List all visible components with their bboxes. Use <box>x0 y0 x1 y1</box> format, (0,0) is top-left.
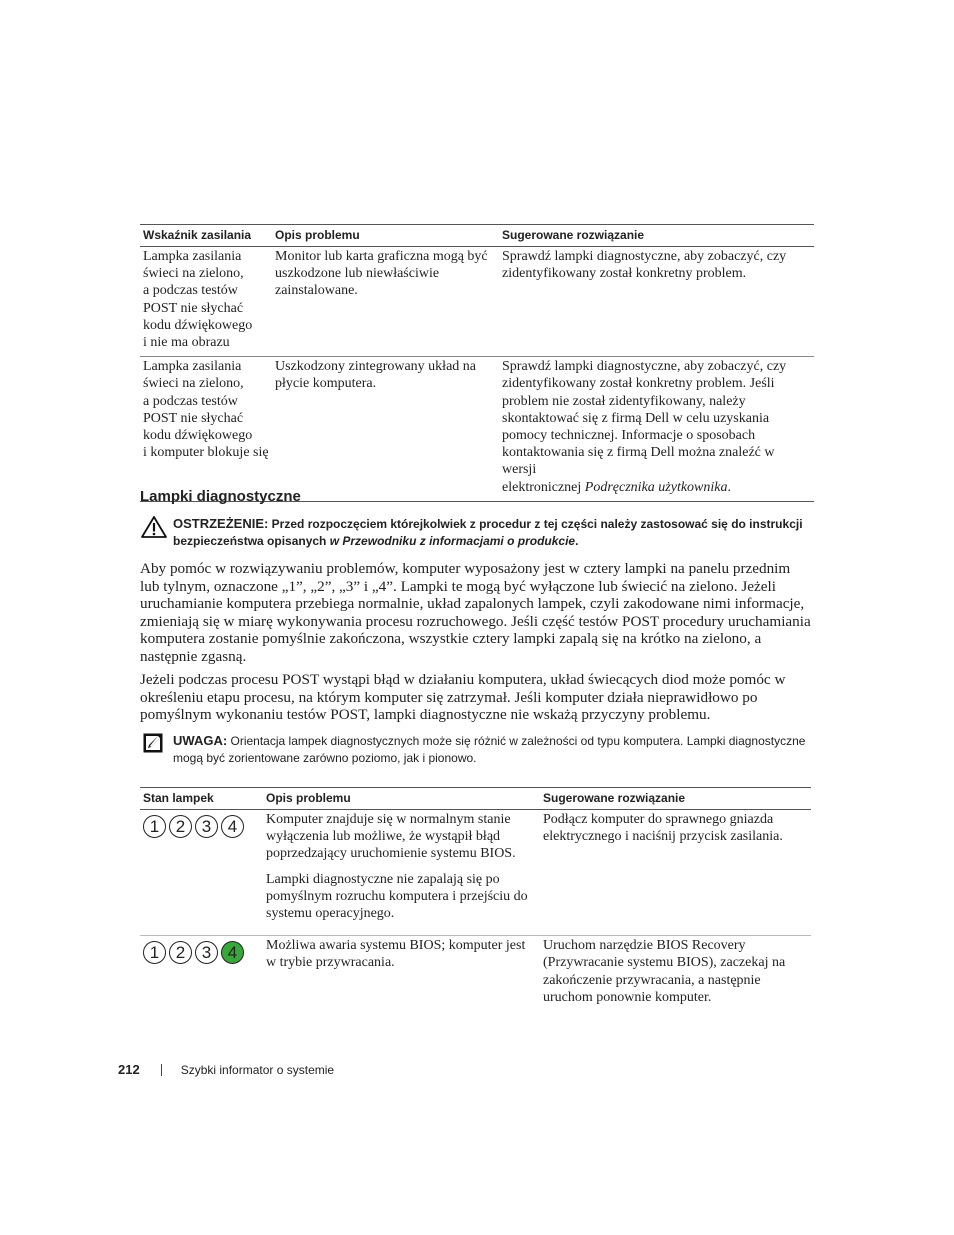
cell-line: świeci na zielono, <box>143 376 244 392</box>
cell-line: POST nie słychać <box>143 300 244 316</box>
cell-paragraph: Możliwa awaria systemu BIOS; komputer jest w trybie przywracania. <box>266 938 526 971</box>
diagnostic-light-3: 3 <box>195 815 218 838</box>
suggested-solution-cell <box>499 357 814 501</box>
problem-description-cell <box>263 810 540 935</box>
text-span: elektronicznej <box>502 479 585 495</box>
cell-paragraph: Komputer znajduje się w normalnym stanie wyłączenia lub możliwe, że wystąpił błąd poprzedzający uruchomienie systemu BIOS. <box>266 812 516 862</box>
note-block <box>140 733 812 766</box>
page-number: 212 <box>118 1062 140 1077</box>
cell-line: skontaktować się z firmą Dell w celu uzyskania <box>502 410 770 426</box>
power-indicator-cell <box>140 247 272 356</box>
text-span: . <box>727 479 731 495</box>
cell-line: uszkodzone lub niewłaściwie <box>275 266 440 282</box>
footer-title: Szybki informator o systemie <box>180 1062 335 1077</box>
header-suggested-solution: Sugerowane rozwiązanie <box>502 228 645 242</box>
problem-description-cell <box>272 357 499 501</box>
cell-line: świeci na zielono, <box>143 266 244 282</box>
page-footer <box>118 1062 334 1077</box>
table-row <box>140 357 814 502</box>
cell-paragraph: Uruchom narzędzie BIOS Recovery (Przywracanie systemu BIOS), zaczekaj na zakończenie przywracania, a następnie uruchom ponownie komputer. <box>543 938 786 1005</box>
header-problem-description: Opis problemu <box>275 228 360 242</box>
cell-line: Sprawdź lampki diagnostyczne, aby zobaczyć, czy <box>502 249 787 264</box>
manual-title: Podręcznika użytkownika <box>584 479 728 495</box>
diagnostic-light-2: 2 <box>169 941 192 964</box>
cell-line <box>502 479 811 496</box>
light-state-cell <box>140 810 263 935</box>
cell-paragraph: Podłącz komputer do sprawnego gniazda elektrycznego i naciśnij przycisk zasilania. <box>543 812 783 845</box>
diagnostic-light-1: 1 <box>143 815 166 838</box>
header-suggested-solution: Sugerowane rozwiązanie <box>543 791 686 805</box>
text-span: . <box>575 534 579 548</box>
cell-line: kodu dźwiękowego <box>143 317 253 333</box>
table-row <box>140 247 814 357</box>
guide-title: w Przewodniku z informacjami o produkcie <box>329 534 576 548</box>
table-row <box>140 810 811 936</box>
cell-line: płycie komputera. <box>275 376 377 392</box>
diagnostic-lights <box>143 811 260 838</box>
warning-text <box>173 515 810 550</box>
warning-block <box>140 515 810 550</box>
cell-line: zidentyfikowany został konkretny problem. <box>502 266 747 282</box>
footer-divider <box>161 1064 162 1076</box>
text-span: Przed rozpoczęciem którejkolwiek z procedur z tej części należy zastosować się do instrukcji bezpieczeństwa opisanych <box>173 517 803 548</box>
diagnostic-lights <box>143 937 260 964</box>
diagnostic-light-4: 4 <box>221 941 244 964</box>
suggested-solution-cell <box>540 936 811 1019</box>
diagnostic-light-2: 2 <box>169 815 192 838</box>
text-span: Orientacja lampek diagnostycznych może się różnić w zależności od typu komputera. Lampki diagnostyczne mogą być zorientowane zarówno poziomo, jak i pionowo. <box>173 734 806 765</box>
note-pencil-icon <box>143 733 163 758</box>
cell-line: Monitor lub karta graficzna mogą być <box>275 249 488 264</box>
suggested-solution-cell <box>499 247 814 356</box>
table-row <box>140 936 811 1019</box>
warning-triangle-icon <box>140 515 168 544</box>
cell-line: Lampka zasilania <box>143 249 242 264</box>
cell-line: i komputer blokuje się <box>143 445 269 461</box>
body-paragraph: Aby pomóc w rozwiązywaniu problemów, komputer wyposażony jest w cztery lampki na panelu przednim lub tylnym, oznaczone „1”, „2”, „3” i „4”. Lampki te mogą być wyłączone lub świecić na zielono. Jeżeli uruchamianie komputera przebiega normalnie, układ zapalonych lampek, czyli zakodowane nimi informacje, zmieniają się w miarę wykonywania procesu rozruchowego. Jeśli część testów POST procedury uruchamiania komputera zostanie pomyślnie zakończona, wszystkie cztery lampki zapalą się na krótko na zielono, a następnie zgasną. <box>140 560 811 665</box>
suggested-solution-cell <box>540 810 811 935</box>
cell-line: a podczas testów <box>143 393 238 409</box>
cell-line: zidentyfikowany został konkretny problem. Jeśli <box>502 376 775 392</box>
cell-line: Lampka zasilania <box>143 359 242 375</box>
diagnostic-light-3: 3 <box>195 941 218 964</box>
cell-line: zainstalowane. <box>275 283 358 299</box>
header-power-indicator: Wskaźnik zasilania <box>143 228 252 242</box>
cell-line: i nie ma obrazu <box>143 335 230 351</box>
cell-line: pomocy technicznej. Informacje o sposobach <box>502 428 756 444</box>
header-light-state: Stan lampek <box>143 791 214 805</box>
problem-description-cell <box>272 247 499 356</box>
section-heading: Lampki diagnostyczne <box>140 488 301 505</box>
cell-paragraph: Lampki diagnostyczne nie zapalają się po pomyślnym rozruchu komputera i przejściu do systemu operacyjnego. <box>266 871 528 922</box>
light-state-cell <box>140 936 263 1019</box>
cell-line: Sprawdź lampki diagnostyczne, aby zobaczyć, czy <box>502 359 787 375</box>
power-indicator-cell <box>140 357 272 501</box>
note-label: UWAGA: <box>173 733 228 748</box>
body-paragraph: Jeżeli podczas procesu POST wystąpi błąd w działaniu komputera, układ świecących diod może pomóc w określeniu etapu procesu, na którym komputer się zatrzymał. Jeśli komputer działa nieprawidłowo po pomyślnym wykonaniu testów POST, lampki diagnostyczne nie wskażą przyczyny problemu. <box>140 671 786 724</box>
table-header <box>140 787 811 810</box>
warning-label: OSTRZEŻENIE: <box>173 516 269 531</box>
cell-line: problem nie został zidentyfikowany, należy <box>502 393 746 409</box>
diagnostic-light-1: 1 <box>143 941 166 964</box>
cell-line: POST nie słychać <box>143 410 244 426</box>
diagnostic-light-4: 4 <box>221 815 244 838</box>
problem-description-cell <box>263 936 540 1019</box>
table-header <box>140 224 814 247</box>
cell-line: kontaktowania się z firmą Dell można znaleźć w wersji <box>502 445 775 478</box>
header-problem-description: Opis problemu <box>266 791 351 805</box>
cell-line: kodu dźwiękowego <box>143 428 253 444</box>
cell-line: Uszkodzony zintegrowany układ na <box>275 359 476 375</box>
diagnostic-lights-table <box>140 787 811 1019</box>
power-indicator-table <box>140 224 814 502</box>
cell-line: a podczas testów <box>143 283 238 299</box>
note-text <box>173 733 812 766</box>
